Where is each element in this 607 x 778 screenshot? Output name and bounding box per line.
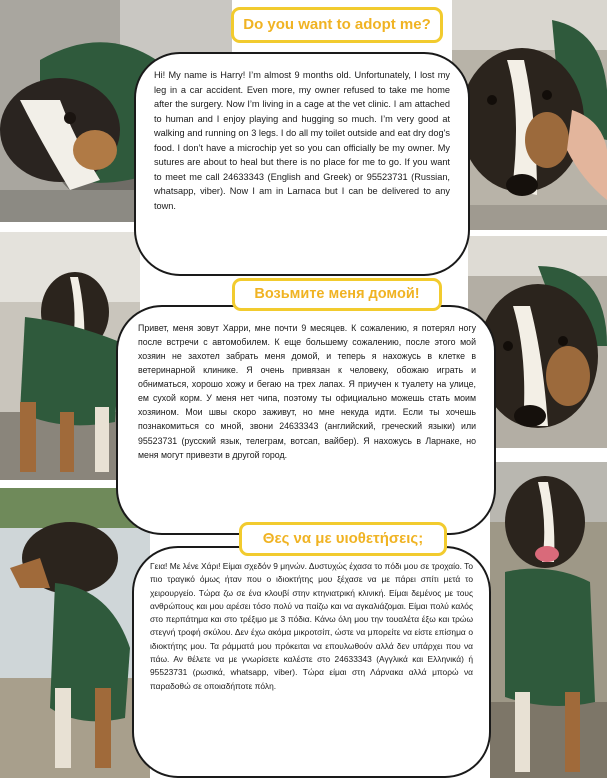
photo-dog-closeup-top-right (452, 0, 607, 230)
russian-title: Возьмите меня домой! (232, 278, 442, 311)
photo-dog-sitting-bottom-left (0, 488, 150, 778)
greek-text: Γεια! Με λένε Χάρι! Είμαι σχεδόν 9 μηνών. Δυστυχώς έχασα το πόδι μου σε τροχαίο. Το πιο τραγικό όμως ήταν που ο ιδιοκτήτης μου ξέχασε να με πάρει σπίτι μετά το χειρουργείο. Τώρα ζω σε ένα κλουβί στην κτηνιατρική κλινική. Είμαι δεμένος με τους ανθρώπους και μου αρέσει τόσο πολύ να παίζω και να αγκαλιάζομαι. Είμαι πολύ καλός στο περπάτημα και στο τρέξιμο με 3 πόδια. Κάνω όλη μου την τουαλέτα έξω και τρώω στεγνή τροφή σκύλου. Δεν έχω ακόμα μικροτσίπ, ώστε να μπορείτε να είστε επίσημα ο ιδιοκτήτης μου. Τα ράμματά μου πρόκειται να επουλωθούν αλλά δεν υπάρχει που να πάω. Αν θέλετε να με γνωρίσετε καλέστε στο 24633343 (Αγγλικά και Ελληνικά) ή 95523731 (ρωσικά, whatsapp, viber). Τώρα είμαι στη Λάρνακα αλλά μπορώ να παραδοθώ σε οποιαδήποτε πόλη. (150, 561, 473, 691)
russian-text: Привет, меня зовут Харри, мне почти 9 месяцев. К сожалению, я потерял ногу после встречи с автомобилем. К еще большему сожалению, после этого мой хозяин не захотел забрать меня домой, и теперь я нахожусь в клетке в ветеринарной клинике. Я очень привязан к человеку, обожаю играть и обниматься, хорошо хожу и бегаю на трех лапах. Я приучен к туалету на улице, ем сухой корм. У меня нет чипа, поэтому ты официально можешь стать моим хозяином. Мои швы скоро заживут, но мне некуда идти. Если ты хочешь познакомиться со мной, звони 24633343 (английский, греческий языки) или 95523731 (русский язык, телеграм, вотсап, вайбер). Я нахожусь в Ларнаке, но меня могут привезти в другой город. (138, 323, 476, 460)
english-text: Hi! My name is Harry! I’m almost 9 months old. Unfortunately, I lost my leg in a car accident. Even more, my owner refused to take me home after the surgery. Now I’m living in a cage at the vet clinic. I am attached to human and I enjoy playing and hugging so much. I’m very good at walking and running on 3 legs. I do all my toilet outside and eat dry dog's food. I don’t have a microchip yet so you can officially be my owner. My sutures are about to heal but there is no place for me to go. If you want to meet me call 24633343 (English and Greek) or 95523731 (Russian, whatsapp, viber). Now I am in Larnaca but I can be delivered to any town. (154, 70, 450, 211)
photo-dog-sitting-bottom-right (490, 462, 607, 778)
russian-text-bubble (116, 305, 496, 535)
english-text-bubble (134, 52, 470, 276)
english-title: Do you want to adopt me? (231, 7, 443, 43)
greek-text-bubble (132, 546, 491, 778)
greek-title: Θες να με υιοθετήσεις; (239, 522, 447, 556)
